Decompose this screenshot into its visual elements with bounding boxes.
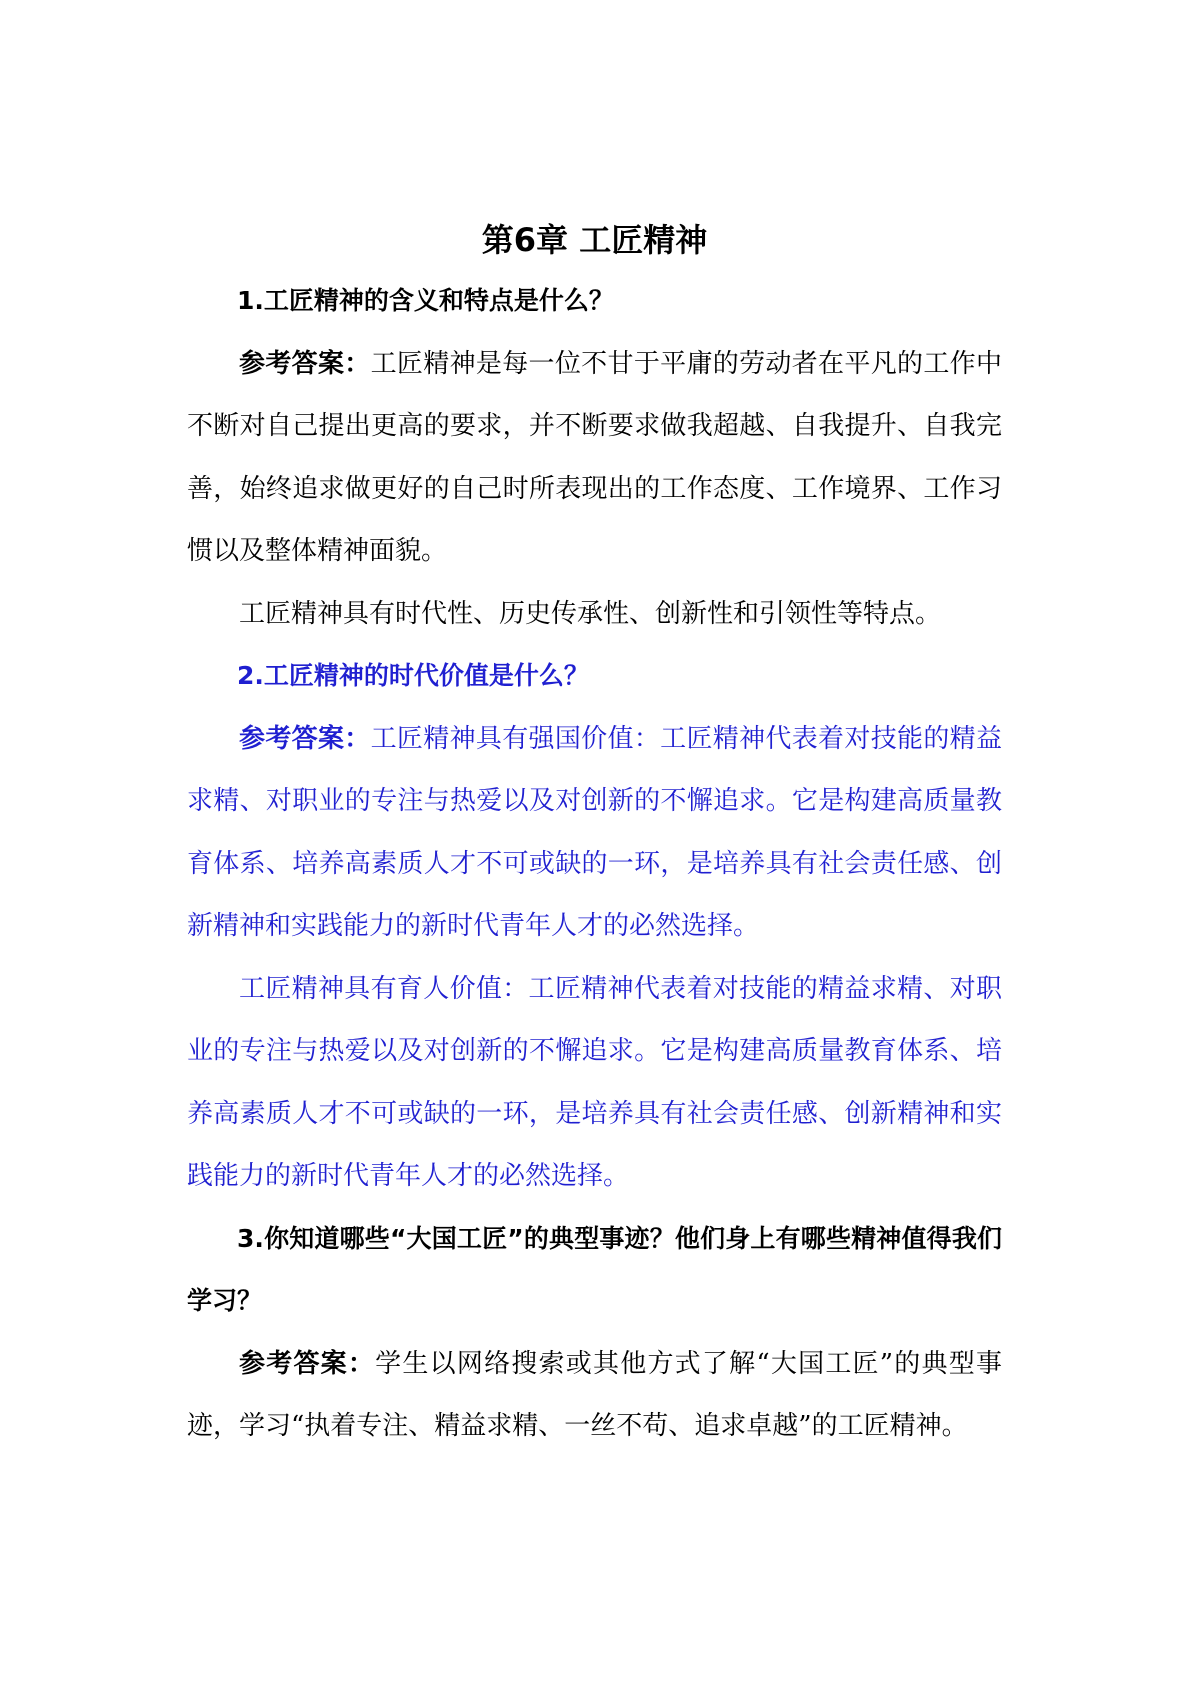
answer-1-paragraph-1 [187, 333, 1002, 583]
document-page [187, 210, 1002, 1458]
answer-2-paragraph-2: 工匠精神具有育人价值：工匠精神代表着对技能的精益求精、对职业的专注与热爱以及对创新的不懈追求。它是构建高质量教育体系、培养高素质人才不可或缺的一环，是培养具有社会责任感、创新精神和实践能力的新时代青年人才的必然选择。 [187, 973, 1002, 1191]
answer-label: 参考答案： [239, 1348, 376, 1379]
question-2: 2.工匠精神的时代价值是什么？ [237, 661, 589, 690]
answer-label: 参考答案： [239, 348, 371, 379]
answer-1-text: 工匠精神是每一位不甘于平庸的劳动者在平凡的工作中不断对自己提出更高的要求，并不断要求做我超越、自我提升、自我完善，始终追求做更好的自己时所表现出的工作态度、工作境界、工作习惯以及整体精神面貌。 [187, 348, 1002, 566]
question-3: 3.你知道哪些“大国工匠”的典型事迹？他们身上有哪些精神值得我们学习？ [187, 1223, 1002, 1315]
question-1: 1.工匠精神的含义和特点是什么？ [237, 286, 614, 315]
answer-3-paragraph-1 [187, 1333, 1002, 1458]
answer-label: 参考答案： [239, 723, 371, 754]
chapter-title: 第6章 工匠精神 [481, 221, 708, 259]
answer-2-text: 工匠精神具有强国价值：工匠精神代表着对技能的精益求精、对职业的专注与热爱以及对创新的不懈追求。它是构建高质量教育体系、培养高素质人才不可或缺的一环，是培养具有社会责任感、创新精神和实践能力的新时代青年人才的必然选择。 [187, 723, 1002, 941]
answer-3-text: 学生以网络搜索或其他方式了解“大国工匠”的典型事迹，学习“执着专注、精益求精、一丝不苟、追求卓越”的工匠精神。 [187, 1348, 1002, 1441]
answer-2-paragraph-1 [187, 708, 1002, 958]
answer-1-paragraph-2: 工匠精神具有时代性、历史传承性、创新性和引领性等特点。 [239, 598, 942, 629]
